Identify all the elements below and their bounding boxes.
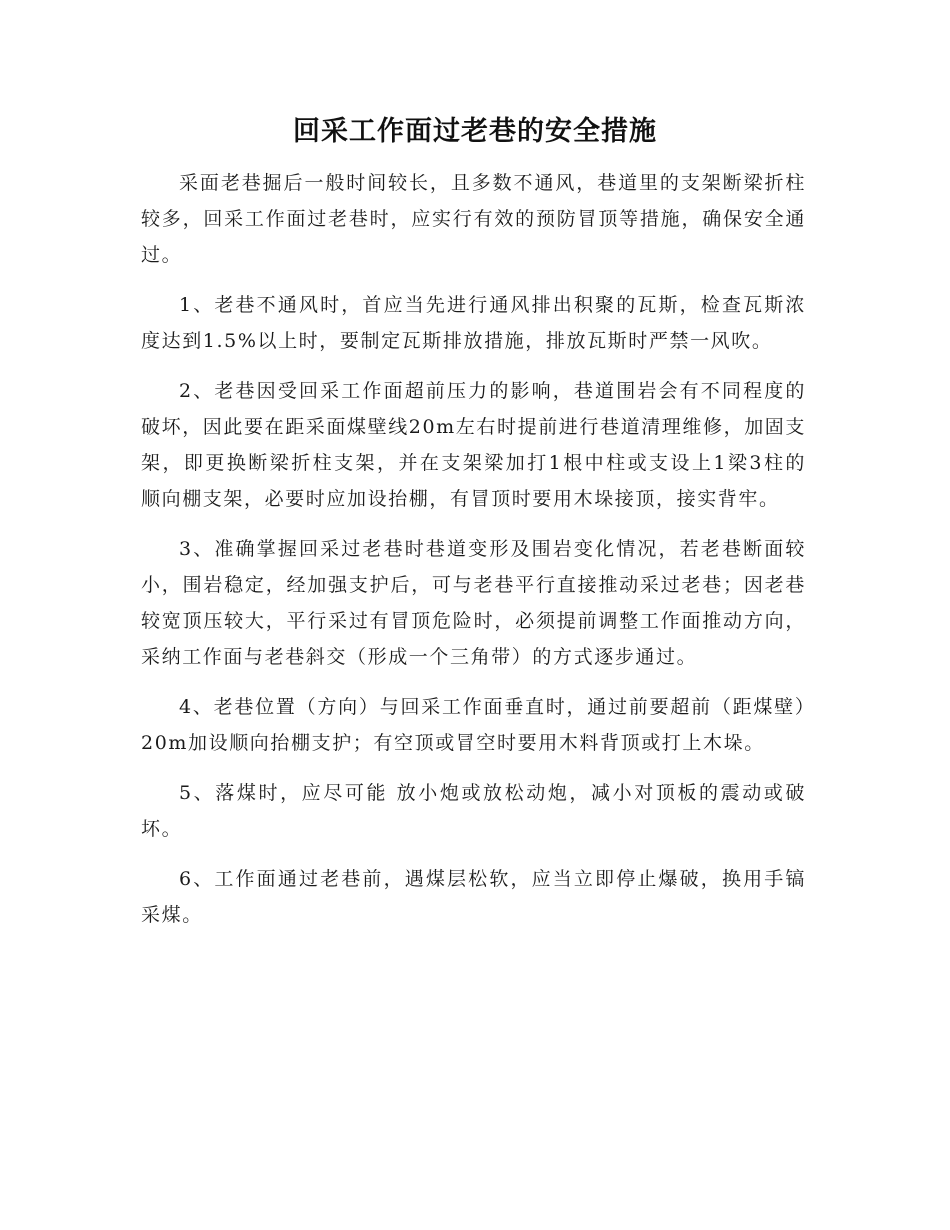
paragraph-item-3: 3、准确掌握回采过老巷时巷道变形及围岩变化情况，若老巷断面较小，围岩稳定，经加强支护后，可与老巷平行直接推动采过老巷；因老巷较宽顶压较大，平行采过有冒顶危险时，必须提前调整工作面推动方向，采纳工作面与老巷斜交（形成一个三角带）的方式逐步通过。 (141, 538, 806, 668)
paragraph-item-5: 5、落煤时，应尽可能 放小炮或放松动炮，减小对顶板的震动或破坏。 (141, 782, 806, 840)
paragraph-item-4: 4、老巷位置（方向）与回采工作面垂直时，通过前要超前（距煤壁）20m加设顺向抬棚支护；有空顶或冒空时要用木料背顶或打上木垛。 (141, 696, 806, 754)
paragraph-item-1: 1、老巷不通风时，首应当先进行通风排出积聚的瓦斯，检查瓦斯浓度达到1.5%以上时，要制定瓦斯排放措施，排放瓦斯时严禁一风吹。 (141, 294, 806, 352)
paragraph-item-2: 2、老巷因受回采工作面超前压力的影响，巷道围岩会有不同程度的破坏，因此要在距采面煤壁线20m左右时提前进行巷道清理维修，加固支架，即更换断梁折柱支架，并在支架梁加打1根中柱或支设上1梁3柱的 顺向棚支架，必要时应加设抬棚，有冒顶时要用木垛接顶，接实背牢。 (141, 380, 806, 510)
paragraph-intro: 采面老巷掘后一般时间较长，且多数不通风，巷道里的支架断梁折柱较多，回采工作面过老巷时，应实行有效的预防冒顶等措施，确保安全通过。 (141, 172, 806, 266)
document-body (141, 165, 806, 947)
document-title: 回采工作面过老巷的安全措施 (293, 116, 657, 147)
paragraph-item-6: 6、工作面通过老巷前，遇煤层松软，应当立即停止爆破，换用手镐采煤。 (141, 868, 806, 926)
